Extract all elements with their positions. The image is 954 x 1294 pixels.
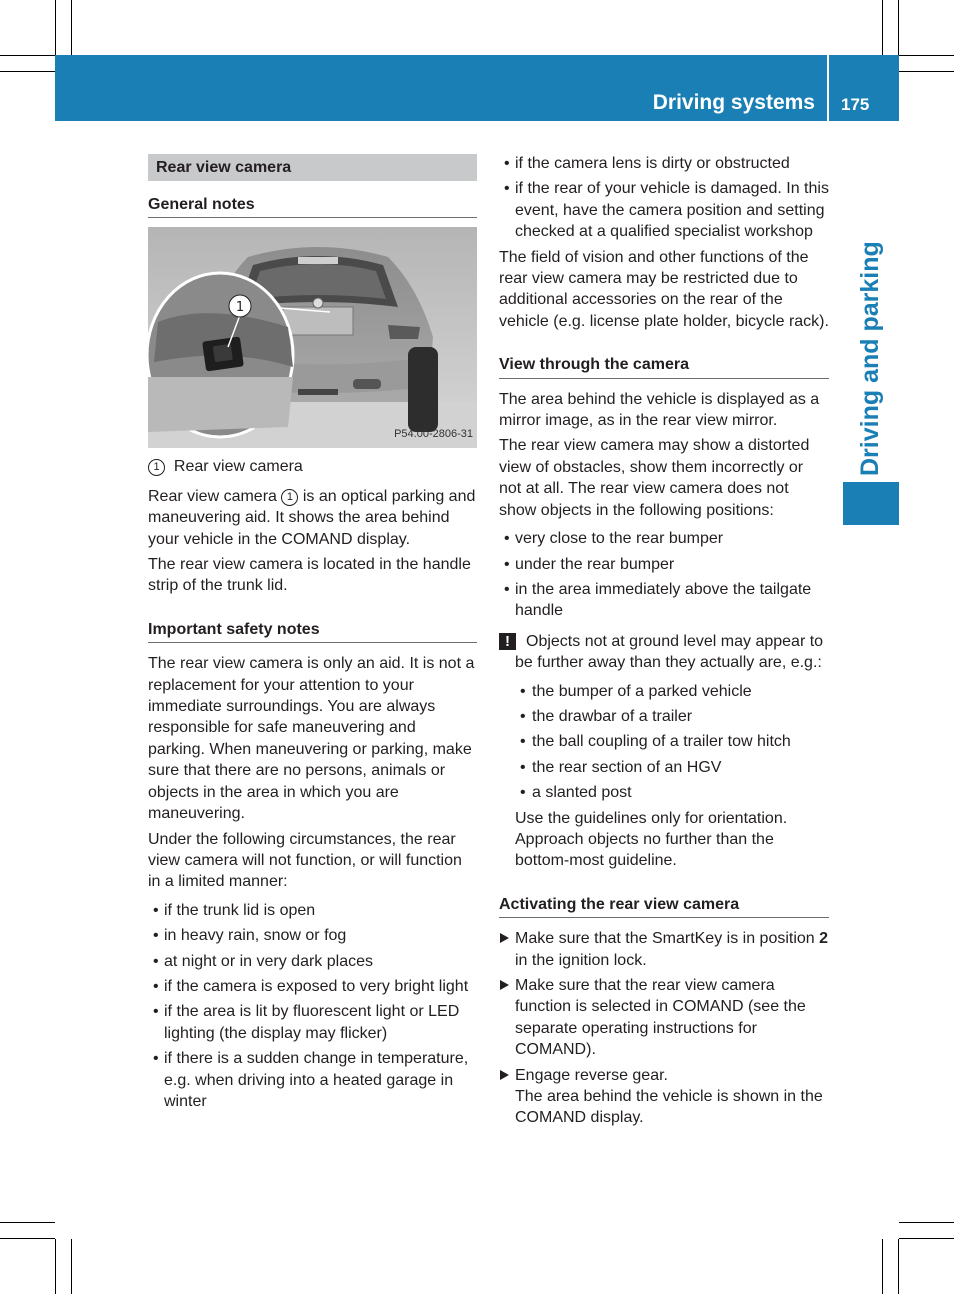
page-header [55,55,899,121]
warning-icon: ! [499,633,516,650]
header-title: Driving systems [652,91,815,114]
step-arrow-icon [500,1070,509,1080]
list-item: • the bumper of a parked vehicle [499,681,829,702]
heading-view-through-camera: View through the camera [499,354,829,378]
text: Make sure that the rear view camera function is selected in COMAND (see the separate operating instructions for COMAND). [515,977,806,1059]
warning-note [499,631,829,674]
crop-mark [899,55,954,56]
text: Rear view camera [148,487,282,505]
bullet-list [499,528,829,622]
heading-safety-notes: Important safety notes [148,619,477,643]
crop-mark [898,0,899,55]
list-item: • the drawbar of a trailer [499,706,829,727]
instruction-step [499,928,829,971]
crop-mark [71,0,72,55]
crop-mark [899,1238,954,1239]
text: Engage reverse gear. [515,1066,668,1084]
list-item: • the ball coupling of a trailer tow hitch [499,731,829,752]
caption-marker: 1 [148,459,165,476]
crop-mark [55,1239,56,1294]
figure-code: P54.00-2806-31 [394,428,473,440]
list-item: • if the area is lit by fluorescent light or LED lighting (the display may flicker) [148,1001,477,1044]
left-column [148,154,477,1112]
instruction-step [499,1065,829,1086]
crop-mark [882,0,883,55]
list-item: • if there is a sudden change in temperature, e.g. when driving into a heated garage in winter [148,1048,477,1112]
caption-text: Rear view camera [173,458,303,476]
list-item: • under the rear bumper [499,554,829,575]
crop-mark [0,55,55,56]
list-item: • at night or in very dark places [148,951,477,972]
list-item: • in heavy rain, snow or fog [148,925,477,946]
paragraph: The rear view camera may show a distorted view of obstacles, show them incorrectly or not at all. The rear view camera does not show objects in the following positions: [499,437,810,519]
paragraph: The rear view camera is located in the handle strip of the trunk lid. [148,556,471,595]
callout-marker: 1 [281,489,298,506]
list-item: • very close to the rear bumper [499,528,829,549]
text: in the ignition lock. [515,951,647,969]
side-tab-label: Driving and parking [856,241,884,476]
instruction-step [499,975,829,1061]
figure-caption [148,456,477,477]
section-title: Rear view camera [148,154,477,181]
list-item: • if the camera lens is dirty or obstructed [499,153,829,174]
crop-mark [0,1238,55,1239]
right-column [499,153,829,1129]
step-arrow-icon [500,933,509,943]
crop-mark [882,1239,883,1294]
crop-mark [899,71,954,72]
crop-mark [898,1239,899,1294]
list-item: • if the rear of your vehicle is damaged. In this event, have the camera position and setting checked at a qualified specialist workshop [499,178,829,242]
page-number: 175 [841,95,870,114]
crop-mark [55,0,56,55]
figure-callout-number: 1 [235,300,245,316]
crop-mark [899,1222,954,1223]
list-item: • if the camera is exposed to very bright light [148,976,477,997]
bullet-list [148,900,477,1113]
warning-bullet-list [499,681,829,804]
paragraph [148,486,477,550]
heading-general-notes: General notes [148,194,477,218]
list-item: • in the area immediately above the tailgate handle [499,579,829,622]
step-arrow-icon [500,980,509,990]
warning-text: Objects not at ground level may appear to be further away than they actually are, e.g.: [515,632,824,672]
crop-mark [0,71,55,72]
paragraph: Under the following circumstances, the rear view camera will not function, or will function in a limited manner: [148,830,462,891]
position-value: 2 [819,930,829,948]
rear-camera-figure [148,227,477,448]
paragraph: The rear view camera is only an aid. It is not a replacement for your attention to your immediate surroundings. You are always responsible for safe maneuvering and parking. When maneuvering or parking, make sure that there are no persons, animals or objects in the area in which you are maneuvering. [148,655,475,823]
header-divider [827,55,829,121]
car-rear-illustration [148,227,477,448]
side-tab-marker [843,482,899,525]
heading-activating-camera: Activating the rear view camera [499,894,829,918]
step-result: The area behind the vehicle is shown in the COMAND display. [515,1088,823,1127]
list-item: • the rear section of an HGV [499,757,829,778]
list-item: • a slanted post [499,782,829,803]
paragraph: Use the guidelines only for orientation. Approach objects no further than the bottom-most guideline. [515,809,788,870]
crop-mark [71,1239,72,1294]
paragraph: The area behind the vehicle is displayed as a mirror image, as in the rear view mirror. [499,390,820,430]
text: is an optical parking and maneuvering aid. It shows the area behind your vehicle in the COMAND display. [148,487,476,548]
list-item: • if the trunk lid is open [148,900,477,921]
crop-mark [0,1222,55,1223]
paragraph: The field of vision and other functions of the rear view camera may be restricted due to additional accessories on the rear of the vehicle (e.g. license plate holder, bicycle rack). [499,248,829,330]
text: Make sure that the SmartKey is in position [515,930,820,948]
